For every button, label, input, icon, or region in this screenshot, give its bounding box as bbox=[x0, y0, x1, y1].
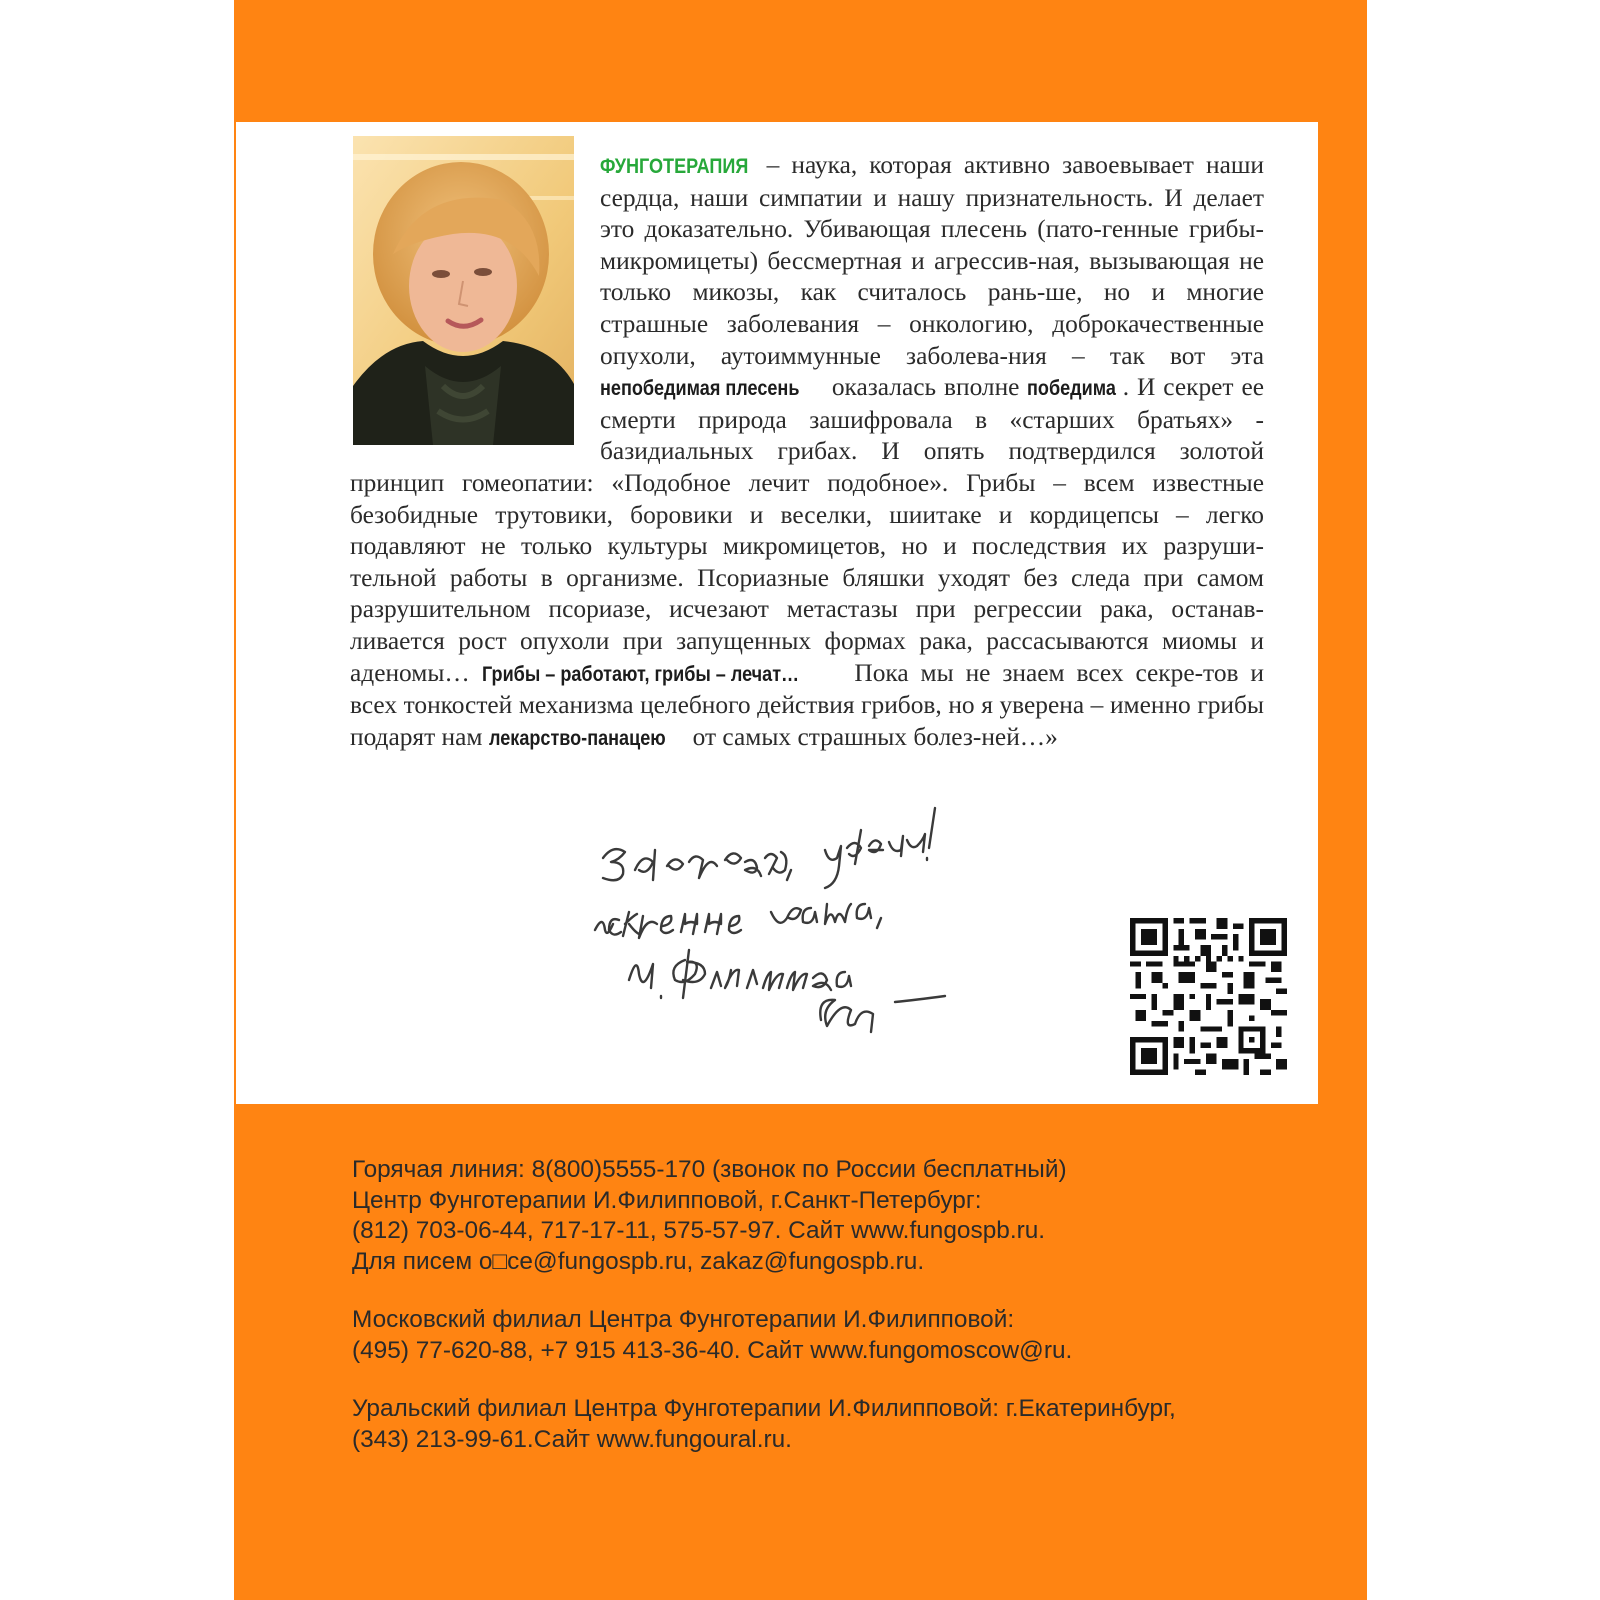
article-paragraph-2: оказалась вполне bbox=[823, 373, 1028, 402]
contacts-block bbox=[352, 1155, 1312, 1455]
ural-branch-line: Уральский филиал Центра Фунготерапии И.Филипповой: г.Екатеринбург, bbox=[352, 1395, 1176, 1422]
article-paragraph-1: – наука, которая активно завоевывает наши сердца, наши симпатии и нашу признательность. И делает это доказательно. Убивающая плесень (пато-генные грибы-микромицеты) бессмертная и агрессив-ная, вызывающая не только микозы, как считалось рань-ше, но и многие страшные заболевания – онкологию, доброкачественные опухоли, аутоиммунные заболева-ния – так вот эта bbox=[600, 151, 1264, 370]
article-paragraph-3: . И секрет ее смерти природа зашифровала в «старших братьях» - базидиальных грибах. И опять подтвердился золотой принцип гомеопатии: «Подобное лечит подобное». Грибы – всем известные безобидные трутовики, боровики и веселки, шиитаке и кордицепсы – легко подавляют не только культуры микромицетов, но и последствия их разруши-тельной работы в организме. Псориазные бляшки уходят без следа при самом разрушительном псориазе, исчезают метастазы при регрессии рака, останав-ливается рост опухоли при запущенных формах рака, рассасываются миомы и аденомы… bbox=[350, 373, 1264, 687]
ural-phones-line: (343) 213-99-61.Сайт www.fungoural.ru. bbox=[352, 1425, 792, 1453]
portrait-spacer bbox=[350, 150, 600, 450]
article-paragraph-4: Пока мы не знаем всех секре-тов и всех тонкостей механизма целебного действия грибов, но я уверена – именно грибы подарят нам bbox=[350, 658, 1265, 751]
emphasis-phrase: Грибы – работают, грибы – лечат… bbox=[481, 662, 799, 686]
spb-phones-line: (812) 703-06-44, 717-17-11, 575-57-97. Сайт www.fungospb.ru. bbox=[352, 1217, 1046, 1244]
emphasis-phrase: победима bbox=[1027, 377, 1117, 401]
qr-code[interactable] bbox=[1130, 918, 1287, 1075]
spb-center-line: Центр Фунготерапии И.Филипповой, г.Санкт-Петербург: bbox=[352, 1186, 982, 1214]
handwritten-signature bbox=[585, 800, 1015, 1060]
spb-email-line: Для писем o□ce@fungospb.ru, zakaz@fungospb.ru. bbox=[352, 1247, 925, 1275]
moscow-phones-line: (495) 77-620-88, +7 915 413-36-40. Сайт www.fungomoscow@ru. bbox=[352, 1336, 1073, 1364]
article-paragraph-5: от самых страшных болез-ней…» bbox=[686, 722, 1058, 751]
emphasis-phrase: непобедимая плесень bbox=[600, 377, 800, 401]
moscow-branch-line: Московский филиал Центра Фунготерапии И.Филипповой: bbox=[352, 1306, 1015, 1333]
article-text bbox=[350, 150, 1264, 754]
emphasis-phrase: лекарство-панацею bbox=[488, 726, 666, 750]
article-heading: ФУНГОТЕРАПИЯ bbox=[600, 155, 749, 178]
hotline-line: Горячая линия: 8(800)5555-170 (звонок по России бесплатный) bbox=[352, 1156, 1067, 1183]
